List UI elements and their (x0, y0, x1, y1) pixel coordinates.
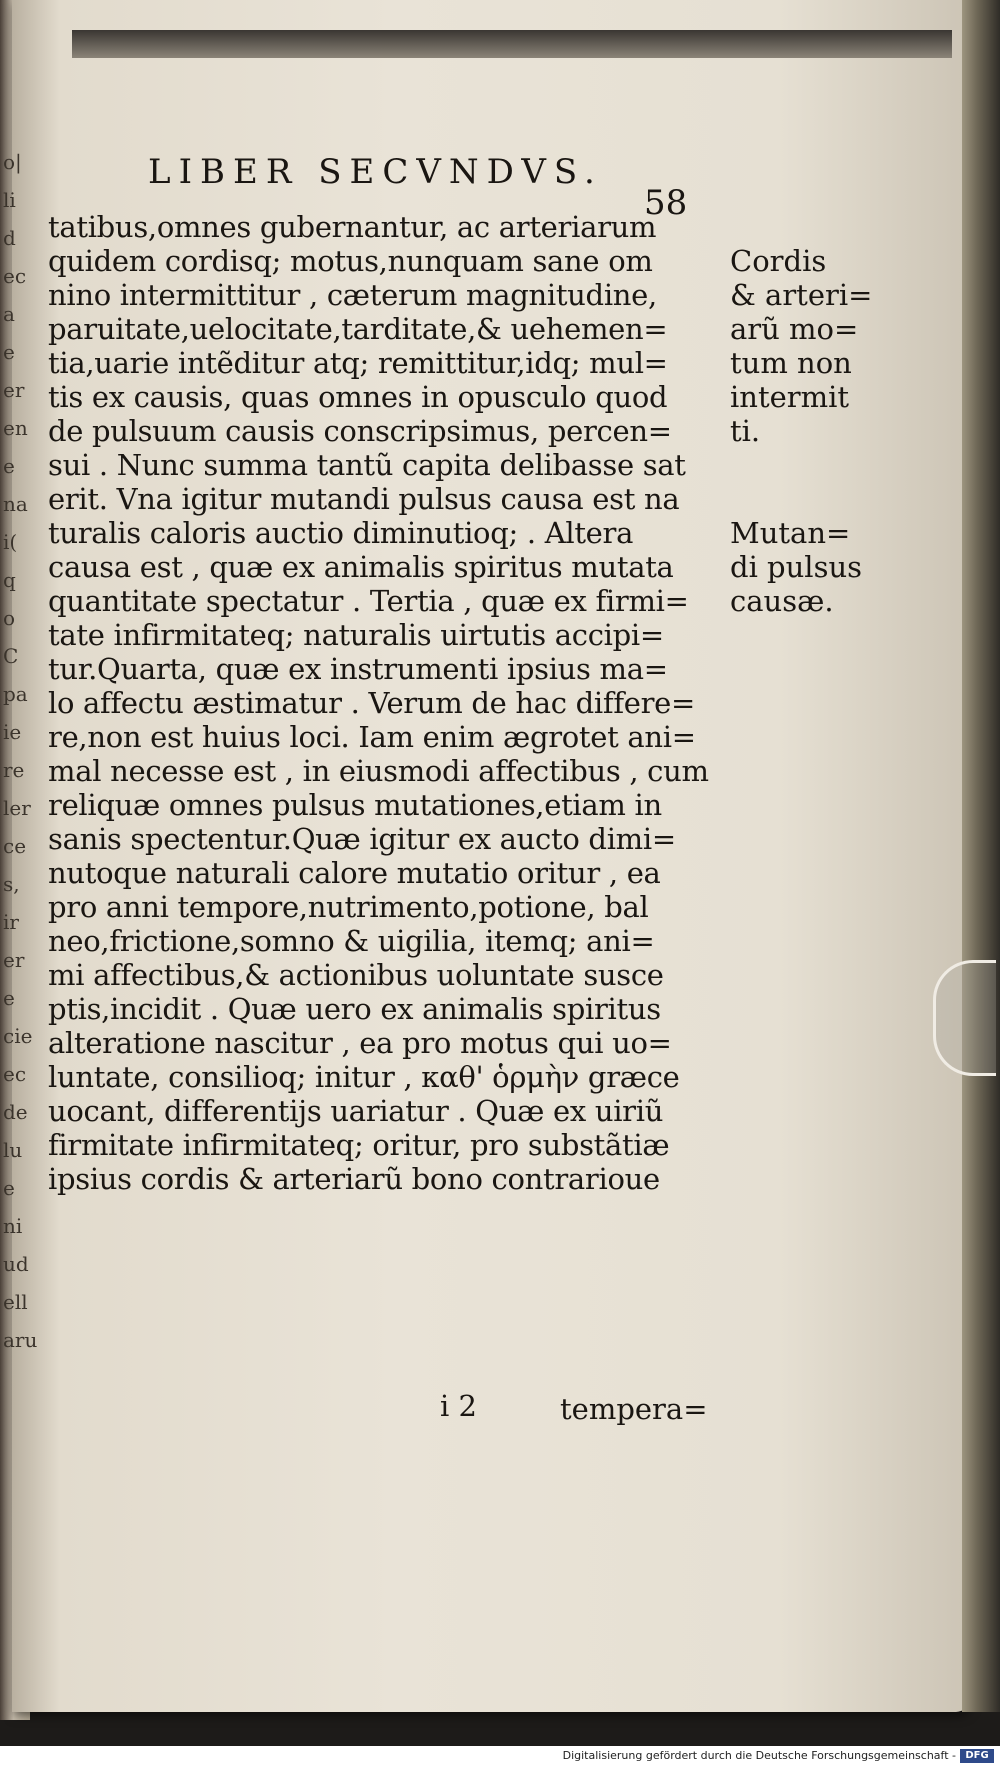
left-edge-fragment: o (3, 606, 16, 630)
text-line: pro anni tempore,nutrimento,potione, bal (48, 890, 649, 924)
left-edge-fragment: ir (3, 910, 19, 934)
left-edge-fragment: ec (3, 1062, 27, 1086)
text-line: erit. Vna igitur mutandi pulsus causa est na (48, 482, 680, 516)
folio-number: 58 (644, 183, 688, 223)
text-line: re,non est huius loci. Iam enim ægrotet ani= (48, 720, 696, 754)
margin-note-line: causæ. (730, 584, 834, 618)
text-line: tatibus,omnes gubernantur, ac arteriarum (48, 210, 657, 244)
margin-note-line: Mutan= (730, 516, 851, 550)
left-edge-fragment: er (3, 378, 25, 402)
footer-text: Digitalisierung gefördert durch die Deutsche Forschungsgemeinschaft - (562, 1749, 956, 1762)
margin-note-line: Cordis (730, 244, 827, 278)
margin-note (730, 244, 872, 448)
text-line: tis ex causis, quas omnes in opusculo quod (48, 380, 668, 414)
margin-note-line: arũ mo= (730, 312, 859, 346)
text-line: ipsius cordis & arteriarũ bono contrarioue (48, 1162, 660, 1196)
body-text (48, 210, 728, 1196)
margin-note-gap (730, 448, 872, 516)
left-edge-fragment: er (3, 948, 25, 972)
text-line: nino intermittitur , cæterum magnitudine, (48, 278, 657, 312)
text-line: reliquæ omnes pulsus mutationes,etiam in (48, 788, 662, 822)
left-edge-fragment: aru (3, 1328, 38, 1352)
left-edge-fragment: re (3, 758, 25, 782)
text-line: causa est , quæ ex animalis spiritus mutata (48, 550, 674, 584)
text-line: tate infirmitateq; naturalis uirtutis accipi= (48, 618, 664, 652)
left-edge-fragment: ec (3, 264, 27, 288)
text-line: turalis caloris auctio diminutioq; . Altera (48, 516, 634, 550)
left-edge-fragment: d (3, 226, 16, 250)
text-line: quantitate spectatur . Tertia , quæ ex firmi= (48, 584, 689, 618)
dfg-logo: DFG (960, 1749, 994, 1763)
text-line: sui . Nunc summa tantũ capita delibasse sat (48, 448, 686, 482)
left-edge-fragment: en (3, 416, 28, 440)
left-edge-fragment: o| (3, 150, 22, 174)
text-line: ptis,incidit . Quæ uero ex animalis spiritus (48, 992, 661, 1026)
left-edge-fragment: ni (3, 1214, 23, 1238)
left-edge-fragment: e (3, 1176, 15, 1200)
text-line: quidem cordisq; motus,nunquam sane om (48, 244, 653, 278)
text-line: mi affectibus,& actionibus uoluntate susce (48, 958, 664, 992)
text-line: uocant, differentijs uariatur . Quæ ex uiriũ (48, 1094, 664, 1128)
left-edge-fragment: a (3, 302, 15, 326)
text-line: tia,uarie intẽditur atq; remittitur,idq; mul= (48, 346, 668, 380)
text-line: tur.Quarta, quæ ex instrumenti ipsius ma= (48, 652, 668, 686)
left-edge-fragment: li (3, 188, 16, 212)
text-line: de pulsuum causis conscripsimus, percen= (48, 414, 672, 448)
margin-note-line: intermit (730, 380, 850, 414)
text-line: sanis spectentur.Quæ igitur ex aucto dimi= (48, 822, 676, 856)
left-edge-fragment: C (3, 644, 19, 668)
text-line: neo,frictione,somno & uigilia, itemq; ani= (48, 924, 655, 958)
left-edge-fragment: pa (3, 682, 28, 706)
text-line: nutoque naturali calore mutatio oritur , ea (48, 856, 661, 890)
text-line: lo affectu æstimatur . Verum de hac differe= (48, 686, 696, 720)
text-line: firmitate infirmitateq; oritur, pro substãtiæ (48, 1128, 670, 1162)
left-edge-fragment: e (3, 454, 15, 478)
left-edge-fragment: lu (3, 1138, 23, 1162)
left-edge-fragment: ud (3, 1252, 29, 1276)
left-edge-fragment: ell (3, 1290, 28, 1314)
page-top-band (72, 30, 952, 58)
text-line: luntate, consilioq; initur , καθ' ὁρμὴν græce (48, 1060, 680, 1094)
right-page-edge (962, 0, 1000, 1712)
footer (0, 1746, 1000, 1766)
book-clasp (933, 960, 996, 1076)
left-edge-fragment: i( (3, 530, 18, 554)
margin-note (730, 516, 872, 618)
margin-note-line: di pulsus (730, 550, 863, 584)
margin-note-line: & arteri= (730, 278, 873, 312)
left-edge-fragment: ie (3, 720, 22, 744)
left-edge-fragment: cie (3, 1024, 33, 1048)
margin-note-line: tum non (730, 346, 852, 380)
left-edge-fragment: ler (3, 796, 31, 820)
left-edge-fragment: q (3, 568, 16, 592)
signature-mark: i 2 (440, 1389, 477, 1423)
margin-notes (730, 244, 872, 618)
text-line: paruitate,uelocitate,tarditate,& uehemen= (48, 312, 668, 346)
left-edge-fragment: na (3, 492, 28, 516)
margin-note-line: ti. (730, 414, 761, 448)
text-line: mal necesse est , in eiusmodi affectibus , cum (48, 754, 709, 788)
left-edge-fragment: de (3, 1100, 28, 1124)
left-edge-fragment: ce (3, 834, 27, 858)
left-edge-fragment: e (3, 986, 15, 1010)
left-edge-fragment: e (3, 340, 15, 364)
text-line: alteratione nascitur , ea pro motus qui uo= (48, 1026, 672, 1060)
running-head: LIBER SECVNDVS. (148, 152, 603, 192)
left-edge-fragment: s, (3, 872, 20, 896)
catchword: tempera= (560, 1392, 708, 1426)
